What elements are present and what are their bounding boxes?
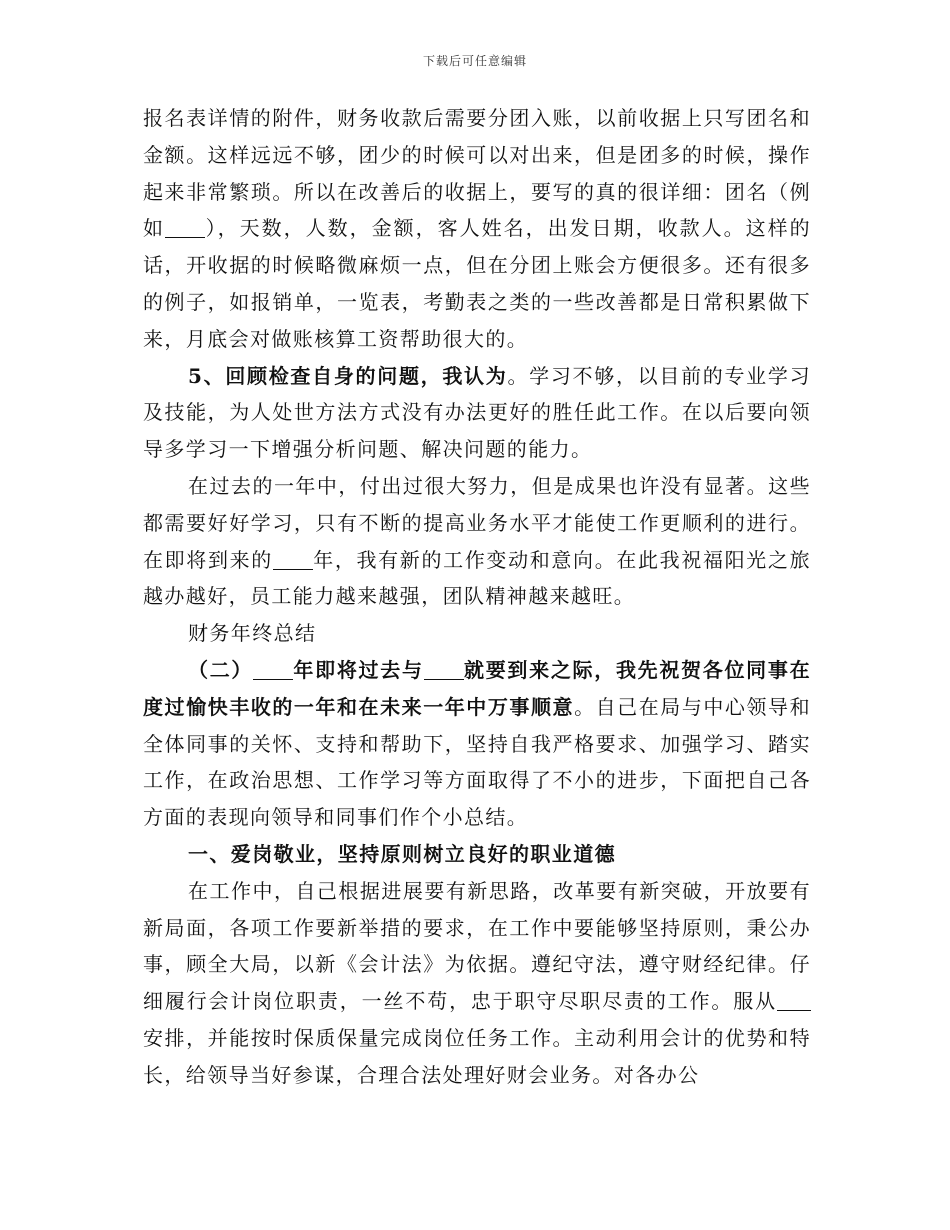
- paragraph-text: 年，我有新的工作变动和意向。在此我祝福阳光之旅越办越好，员工能力越来越强，团队精神越来越旺。: [143, 547, 811, 609]
- paragraph-text: ），天数，人数，金额，客人姓名，出发日期，收款人。这样的话，开收据的时候略微麻烦一点，但在分团上账会方便很多。还有很多的例子，如报销单，一览表，考勤表之类的一些改善都是日常积累做下来，月底会对做账核算工资帮助很大的。: [143, 216, 811, 351]
- page-header: 下载后可任意编辑: [422, 54, 527, 68]
- section-heading-ethics: 一、爱岗敬业，坚持原则树立良好的职业道德: [188, 841, 616, 866]
- paragraph-text: 。学习不够，以目前的专业学习及技能，为人处世方法方式没有办法更好的胜任此工作。在以后要向领导多学习一下增强分析问题、解决问题的能力。: [143, 363, 811, 462]
- fill-in-blank: [273, 549, 313, 570]
- paragraph-work-principles: [143, 873, 811, 1094]
- fill-in-blank: [165, 217, 205, 238]
- paragraph-bold-lead: 5、回顾检查自身的问题，我认为: [188, 363, 508, 388]
- document-body: [143, 100, 811, 1094]
- fill-in-blank: [424, 659, 464, 680]
- section-title: 财务年终总结: [188, 621, 317, 646]
- fill-in-blank: [253, 659, 293, 680]
- paragraph-text: 安排，并能按时保质保量完成岗位任务工作。主动利用会计的优势和特长，给领导当好参谋，合理合法处理好财会业务。对各办公: [143, 1025, 811, 1087]
- paragraph-text: 在过去的一年中，付出过很大努力，但是成果也许没有显著。这些都需要好好学习，只有不断的提高业务水平才能使工作更顺利的进行。在即将到来的: [143, 473, 811, 572]
- paragraph-text: 。自己在局与中心领导和全体同事的关怀、支持和帮助下，坚持自我严格要求、加强学习、踏实工作，在政治思想、工作学习等方面取得了不小的进步，下面把自己各方面的表现向领导和同事们作个小总结。: [143, 694, 811, 830]
- fill-in-blank: [777, 990, 811, 1011]
- paragraph-bold-lead: 就要到来之际，我先祝贺各位同事在度过愉快丰收的一年和在未来一年中万事顺意: [143, 657, 812, 719]
- paragraph-past-year: [143, 468, 811, 615]
- paragraph-bold-lead: 年即将过去与: [293, 657, 424, 682]
- paragraph-self-review: [143, 358, 811, 468]
- paragraph-text: 在工作中，自己根据进展要有新思路，改革要有新突破，开放要有新局面，各项工作要新举措的要求，在工作中要能够坚持原则，秉公办事，顾全大局，以新《会计法》为依据。遵纪守法，遵守财经纪律。仔细履行会计岗位职责，一丝不苟，忠于职守尽职尽责的工作。服从: [143, 878, 811, 1014]
- paragraph-receipt-improvement: [143, 100, 811, 358]
- paragraph-bold-lead: （二）: [188, 657, 254, 682]
- paragraph-greeting: [143, 652, 811, 836]
- paragraph-text: 报名表详情的附件，财务收款后需要分团入账，以前收据上只写团名和金额。这样远远不够，团少的时候可以对出来，但是团多的时候，操作起来非常繁琐。所以在改善后的收据上，要写的真的很详细：团名（例如: [143, 106, 811, 241]
